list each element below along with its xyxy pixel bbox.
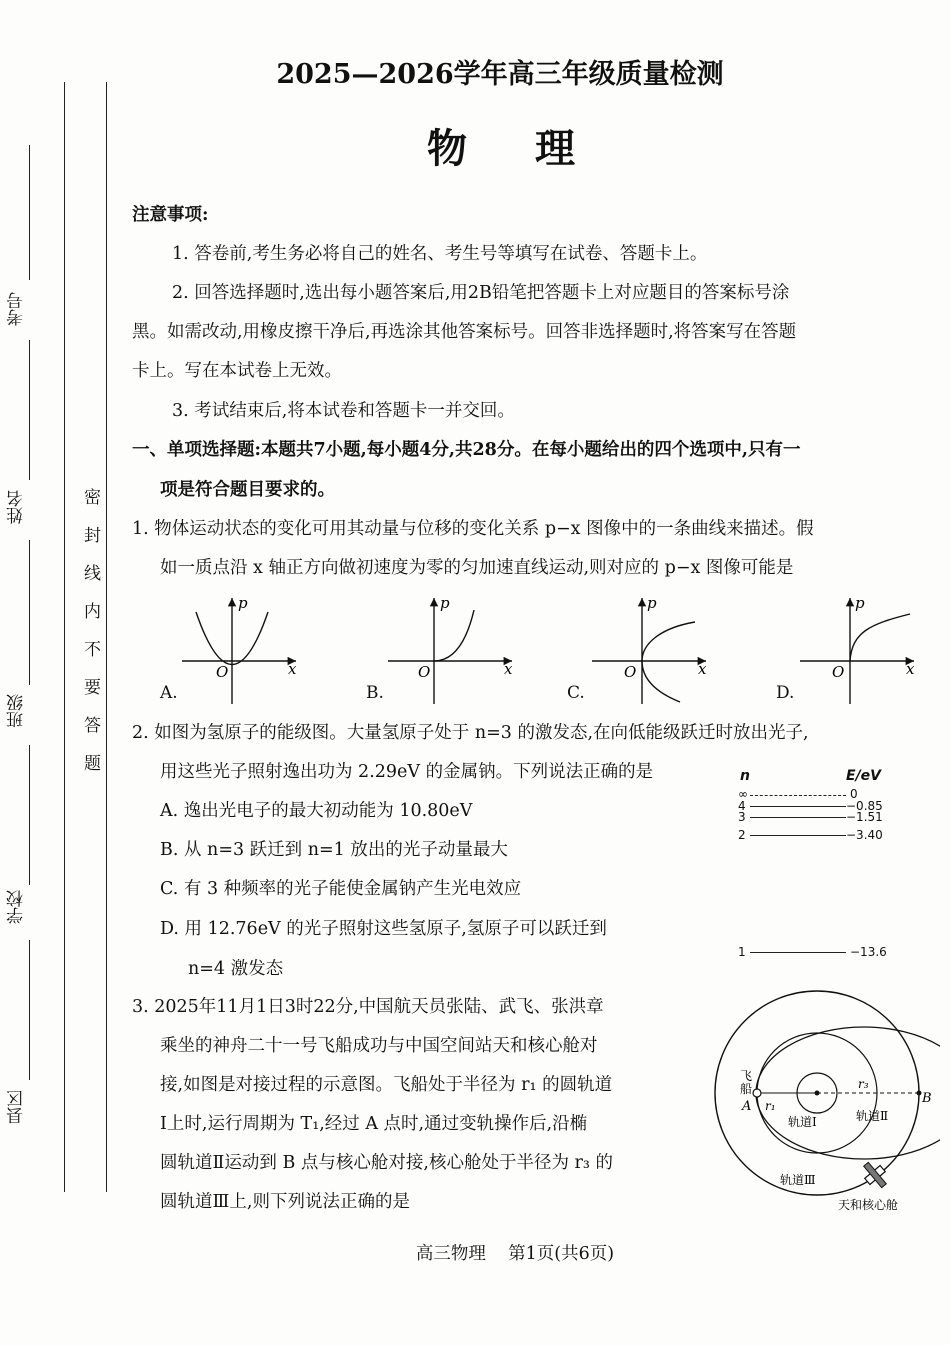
q1-c-axis-x: x — [698, 660, 707, 678]
sidebar-label-county: 县区 — [7, 1090, 27, 1124]
q1-graph-c — [592, 594, 707, 704]
q1-graph-a — [182, 594, 297, 704]
level-1-e: −13.6 — [850, 945, 887, 959]
class-line — [29, 540, 30, 685]
q1-b-origin: O — [418, 663, 431, 681]
q2-option-d-line-1: D. 用 12.76eV 的光子照射这些氢原子,氢原子可以跃迁到 — [160, 919, 607, 939]
q1-stem-line-1: 1. 物体运动状态的变化可用其动量与位移的变化关系 p−x 图像中的一条曲线来描述。假 — [132, 519, 814, 539]
q1-c-axis-p: p — [647, 594, 657, 612]
sidebar-label-class: 班级 — [7, 694, 27, 728]
level-3-line — [750, 817, 846, 818]
point-b-dot — [917, 1091, 922, 1096]
label-point-b: B — [922, 1091, 932, 1106]
label-station: 天和核心舱 — [838, 1198, 899, 1212]
q1-c-origin: O — [624, 663, 637, 681]
q3-stem-line-5: 圆轨道Ⅱ运动到 B 点与核心舱对接,核心舱处于半径为 r₃ 的 — [160, 1153, 613, 1173]
q1-d-origin: O — [832, 663, 845, 681]
level-inf-n: ∞ — [738, 787, 748, 801]
q2-option-b: B. 从 n=3 跃迁到 n=1 放出的光子动量最大 — [160, 840, 508, 860]
label-ship-2: 船 — [740, 1082, 753, 1096]
section-1-heading-line-2: 项是符合题目要求的。 — [160, 480, 335, 500]
q1-stem-line-2: 如一质点沿 x 轴正方向做初速度为零的匀加速直线运动,则对应的 p−x 图像可能是 — [160, 558, 794, 578]
label-r3: r₃ — [858, 1077, 869, 1091]
school-line — [29, 745, 30, 885]
q3-stem-line-3: 接,如图是对接过程的示意图。飞船处于半径为 r₁ 的圆轨道 — [160, 1075, 613, 1095]
label-orbit-1: 轨道Ⅰ — [788, 1115, 817, 1129]
notice-item-2-line-3: 卡上。写在本试卷上无效。 — [132, 361, 342, 381]
q1-a-origin: O — [216, 663, 229, 681]
q3-stem-line-6: 圆轨道Ⅲ上,则下列说法正确的是 — [160, 1192, 410, 1212]
energy-e-label: E/eV — [846, 768, 882, 784]
spacecraft-dot — [753, 1089, 761, 1097]
label-orbit-3: 轨道Ⅲ — [780, 1173, 816, 1187]
notice-item-1: 1. 答卷前,考生务必将自己的姓名、考生号等填写在试卷、答题卡上。 — [172, 244, 708, 264]
level-1-line — [750, 952, 846, 953]
page-footer: 高三物理 第1页(共6页) — [415, 1244, 615, 1264]
binding-line-right — [106, 82, 107, 1192]
section-1-heading-line-1: 一、单项选择题:本题共7小题,每小题4分,共28分。在每小题给出的四个选项中,只有一 — [132, 440, 801, 460]
label-point-a: A — [742, 1099, 752, 1114]
notice-item-3: 3. 考试结束后,将本试卷和答题卡一并交回。 — [172, 401, 515, 421]
q3-stem-line-2: 乘坐的神舟二十一号飞船成功与中国空间站天和核心舱对 — [160, 1036, 598, 1056]
level-inf-e: 0 — [850, 787, 858, 801]
station-icon — [858, 1158, 891, 1192]
q1-b-axis-x: x — [504, 660, 513, 678]
q1-option-d: D. — [776, 683, 795, 703]
sidebar-label-exam-number: 考号 — [7, 292, 27, 326]
q1-graph-b — [388, 594, 513, 704]
q1-option-c: C. — [567, 683, 585, 703]
q1-d-axis-p: p — [855, 594, 865, 612]
exam-title: 2025—2026学年高三年级质量检测 — [276, 59, 724, 90]
q1-graph-d — [800, 594, 915, 704]
q2-option-a: A. 逸出光电子的最大初动能为 10.80eV — [160, 801, 473, 821]
q1-d-axis-x: x — [906, 660, 915, 678]
q3-stem-line-4: Ⅰ上时,运行周期为 T₁,经过 A 点时,通过变轨操作后,沿椭 — [160, 1114, 588, 1134]
level-inf-line — [750, 795, 846, 796]
q1-option-a: A. — [160, 683, 178, 703]
level-1-n: 1 — [738, 945, 746, 959]
q1-a-axis-x: x — [288, 660, 297, 678]
sidebar-label-name: 姓名 — [7, 490, 27, 524]
level-4-n: 4 — [738, 799, 746, 813]
name-line — [29, 340, 30, 480]
notice-heading: 注意事项: — [132, 205, 209, 225]
label-orbit-2: 轨道Ⅱ — [856, 1109, 889, 1123]
q3-stem-line-1: 3. 2025年11月1日3时22分,中国航天员张陆、武飞、张洪章 — [132, 997, 604, 1017]
q1-b-axis-p: p — [440, 594, 450, 612]
level-4-line — [750, 806, 846, 807]
energy-n-label: n — [740, 768, 750, 784]
level-4-e: −0.85 — [846, 799, 883, 813]
label-r1: r₁ — [765, 1099, 776, 1113]
county-line — [29, 940, 30, 1080]
q1-graphs — [150, 592, 930, 710]
binding-line-left — [64, 82, 65, 1192]
level-3-n: 3 — [738, 810, 746, 824]
notice-item-2-line-1: 2. 回答选择题时,选出每小题答案后,用2B铅笔把答题卡上对应题目的答案标号涂 — [172, 283, 790, 303]
q1-a-axis-p: p — [238, 594, 248, 612]
level-3-e: −1.51 — [846, 810, 883, 824]
seal-line-notice: 密封线内不要答题 — [80, 488, 100, 792]
level-2-n: 2 — [738, 828, 746, 842]
sidebar-label-school: 学校 — [7, 890, 27, 924]
level-2-line — [750, 835, 846, 836]
level-2-e: −3.40 — [846, 828, 883, 842]
q2-option-c: C. 有 3 种频率的光子能使金属钠产生光电效应 — [160, 879, 522, 899]
label-ship-1: 飞 — [740, 1069, 753, 1083]
notice-item-2-line-2: 黑。如需改动,用橡皮擦干净后,再选涂其他答案标号。回答非选择题时,将答案写在答题 — [132, 322, 797, 342]
subject-title: 物理 — [427, 125, 643, 172]
q2-option-d-line-2: n=4 激发态 — [188, 959, 284, 979]
q2-stem-line-1: 2. 如图为氢原子的能级图。大量氢原子处于 n=3 的激发态,在向低能级跃迁时放出光子, — [132, 723, 809, 743]
q1-option-b: B. — [366, 683, 384, 703]
orbit-diagram — [710, 980, 940, 1215]
q2-stem-line-2: 用这些光子照射逸出功为 2.29eV 的金属钠。下列说法正确的是 — [160, 762, 654, 782]
